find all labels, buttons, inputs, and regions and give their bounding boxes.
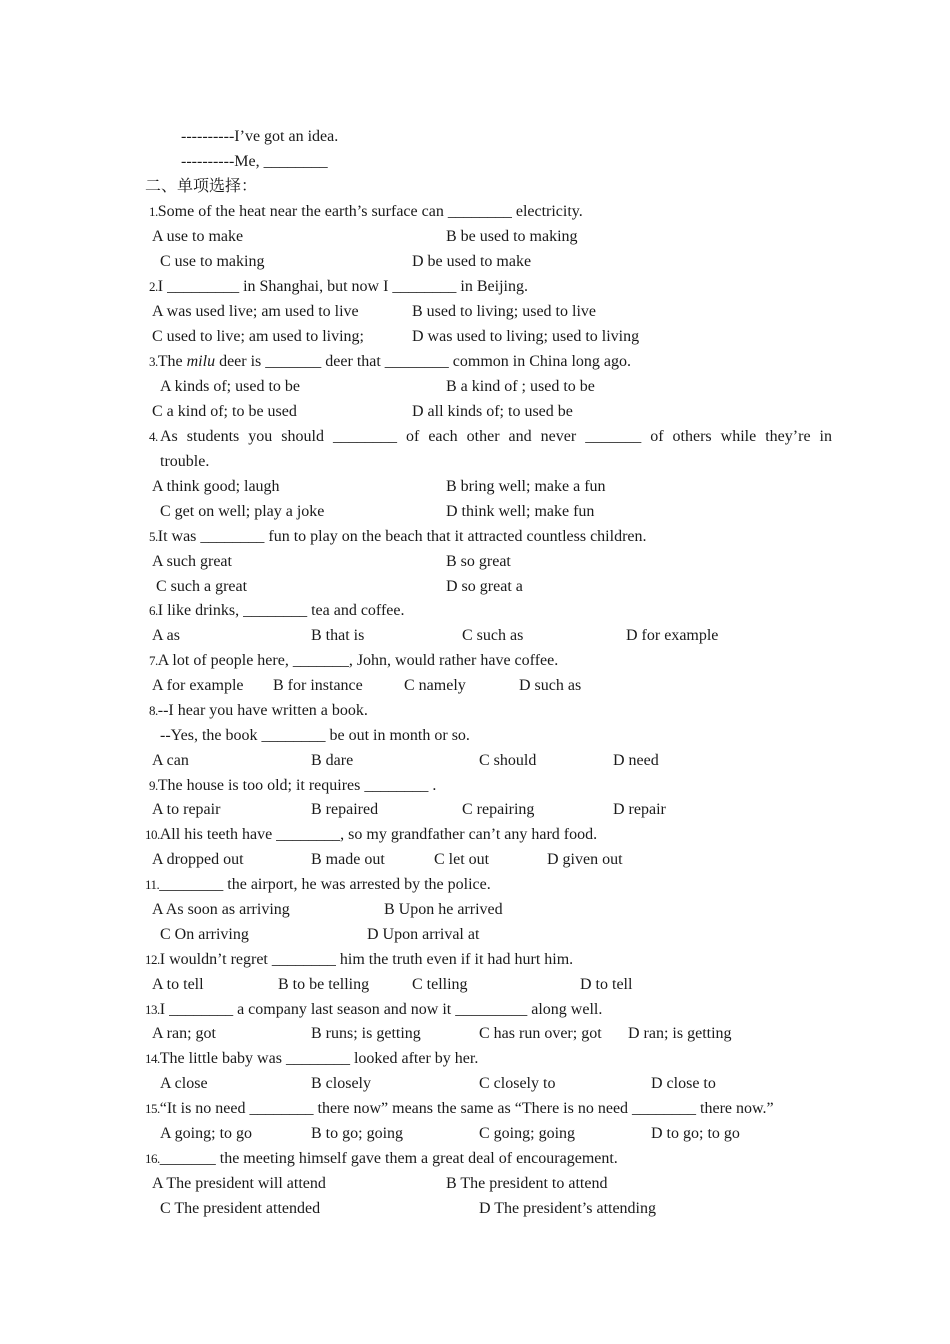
option-b: B bring well; make a fun: [446, 478, 606, 495]
question-stem: I ________ a company last season and now it _________ along well.: [159, 1001, 603, 1018]
question-number: 7.: [149, 653, 158, 668]
option-c: C The president attended: [160, 1200, 321, 1217]
question-7: [149, 651, 558, 671]
question-stem: The little baby was ________ looked after by her.: [159, 1050, 479, 1067]
option-a: A as: [152, 627, 180, 644]
section-title: 二、单项选择：: [145, 178, 258, 195]
question-number: 9.: [149, 778, 158, 793]
option-d: D was used to living; used to living: [412, 328, 640, 345]
option-c: C a kind of; to be used: [152, 403, 297, 420]
option-b: B be used to making: [446, 228, 578, 245]
question-number: 3.: [149, 354, 158, 369]
option-d: D Upon arrival at: [367, 926, 480, 943]
option-c: C telling: [412, 976, 468, 993]
question-number: 12.: [145, 952, 160, 967]
option-d: D to go; to go: [651, 1125, 740, 1142]
question-stem: I like drinks, ________ tea and coffee.: [157, 602, 405, 619]
question-stem-continued: trouble.: [160, 453, 210, 470]
option-d: D be used to make: [412, 253, 532, 270]
question-5: [149, 527, 647, 547]
option-d: D repair: [613, 801, 666, 818]
question-number: 4.: [149, 429, 158, 444]
option-a: A for example: [152, 677, 244, 694]
option-b: B repaired: [311, 801, 379, 818]
option-a: A was used live; am used to live: [152, 303, 359, 320]
option-a: A such great: [152, 553, 232, 570]
option-a: A use to make: [152, 228, 244, 245]
option-a: A can: [152, 752, 189, 769]
question-11: [145, 875, 491, 895]
question-8: [149, 701, 368, 721]
dialogue-line-1: ----------I’ve got an idea.: [181, 128, 339, 145]
option-b: B dare: [311, 752, 354, 769]
option-a: A close: [160, 1075, 208, 1092]
question-number: 16.: [145, 1151, 160, 1166]
question-number: 14.: [145, 1051, 160, 1066]
question-6: [149, 601, 405, 621]
question-number: 2.: [149, 279, 158, 294]
option-c: C such as: [462, 627, 524, 644]
option-c: C closely to: [479, 1075, 556, 1092]
option-d: D close to: [651, 1075, 716, 1092]
question-number: 1.: [149, 204, 158, 219]
option-d: D ran; is getting: [628, 1025, 732, 1042]
question-9: [149, 776, 436, 796]
option-d: D for example: [626, 627, 719, 644]
question-12: [145, 950, 573, 970]
question-15: [145, 1099, 774, 1119]
option-c: C used to live; am used to living;: [152, 328, 364, 345]
question-stem: All his teeth have ________, so my grandfather can’t any hard food.: [159, 826, 598, 843]
option-c: C has run over; got: [479, 1025, 602, 1042]
question-3: [149, 352, 631, 372]
option-a: A to repair: [152, 801, 221, 818]
question-number: 6.: [149, 603, 158, 618]
option-d: D such as: [519, 677, 582, 694]
option-c: C such a great: [156, 578, 248, 595]
option-c: C repairing: [462, 801, 535, 818]
option-a: A to tell: [152, 976, 204, 993]
option-c: C use to making: [160, 253, 265, 270]
option-d: D think well; make fun: [446, 503, 595, 520]
question-number: 8.: [149, 703, 158, 718]
option-b: B closely: [311, 1075, 371, 1092]
question-stem: As students you should ________ of each other and never _______ of others while they’re in: [160, 428, 832, 445]
italic-word: milu: [186, 353, 216, 370]
option-b: B a kind of ; used to be: [446, 378, 595, 395]
question-stem: The house is too old; it requires ________ .: [157, 777, 437, 794]
question-stem: Some of the heat near the earth’s surface can ________ electricity.: [157, 203, 583, 220]
option-b: B used to living; used to live: [412, 303, 596, 320]
question-stem: It was ________ fun to play on the beach that it attracted countless children.: [157, 528, 647, 545]
option-b: B runs; is getting: [311, 1025, 421, 1042]
question-stem: I wouldn’t regret ________ him the truth even if it had hurt him.: [159, 951, 574, 968]
option-a: A ran; got: [152, 1025, 216, 1042]
question-stem: ________ the airport, he was arrested by the police.: [159, 876, 491, 893]
option-a: A going; to go: [160, 1125, 253, 1142]
option-b: B made out: [311, 851, 385, 868]
question-stem-start: The: [157, 353, 187, 370]
question-stem: --I hear you have written a book.: [157, 702, 368, 719]
question-stem-end: deer is _______ deer that ________ common in China long ago.: [215, 353, 632, 370]
question-16: [145, 1149, 618, 1169]
option-b: B so great: [446, 553, 511, 570]
option-b: B to be telling: [278, 976, 370, 993]
dialogue-line-2: ----------Me, ________: [181, 153, 328, 170]
question-stem-continued: --Yes, the book ________ be out in month or so.: [160, 727, 470, 744]
option-d: D so great a: [446, 578, 523, 595]
question-1: [149, 202, 583, 222]
question-number: 11.: [145, 877, 160, 892]
question-13: [145, 1000, 602, 1020]
option-c: C should: [479, 752, 537, 769]
question-stem: A lot of people here, _______, John, would rather have coffee.: [157, 652, 559, 669]
option-b: B that is: [311, 627, 365, 644]
question-stem: I _________ in Shanghai, but now I ________ in Beijing.: [157, 278, 528, 295]
option-a: A The president will attend: [152, 1175, 326, 1192]
option-c: C get on well; play a joke: [160, 503, 325, 520]
question-number: 10.: [145, 827, 160, 842]
option-a: A kinds of; used to be: [160, 378, 300, 395]
question-2: [149, 277, 528, 297]
option-d: D all kinds of; to used be: [412, 403, 573, 420]
question-number: 13.: [145, 1002, 160, 1017]
question-stem: “It is no need ________ there now” means the same as “There is no need ________ there now.”: [159, 1100, 774, 1117]
question-14: [145, 1049, 478, 1069]
option-b: B for instance: [273, 677, 363, 694]
option-a: A think good; laugh: [152, 478, 280, 495]
question-4: [149, 427, 158, 447]
option-d: D given out: [547, 851, 623, 868]
option-a: A As soon as arriving: [152, 901, 290, 918]
option-c: C namely: [404, 677, 466, 694]
option-d: D need: [613, 752, 659, 769]
question-number: 5.: [149, 529, 158, 544]
option-c: C going; going: [479, 1125, 576, 1142]
question-number: 15.: [145, 1101, 160, 1116]
option-d: D to tell: [580, 976, 633, 993]
option-b: B Upon he arrived: [384, 901, 503, 918]
option-c: C On arriving: [160, 926, 249, 943]
question-stem: _______ the meeting himself gave them a great deal of encouragement.: [159, 1150, 618, 1167]
option-b: B to go; going: [311, 1125, 404, 1142]
option-c: C let out: [434, 851, 490, 868]
option-b: B The president to attend: [446, 1175, 608, 1192]
option-d: D The president’s attending: [479, 1200, 656, 1217]
question-10: [145, 825, 597, 845]
option-a: A dropped out: [152, 851, 244, 868]
